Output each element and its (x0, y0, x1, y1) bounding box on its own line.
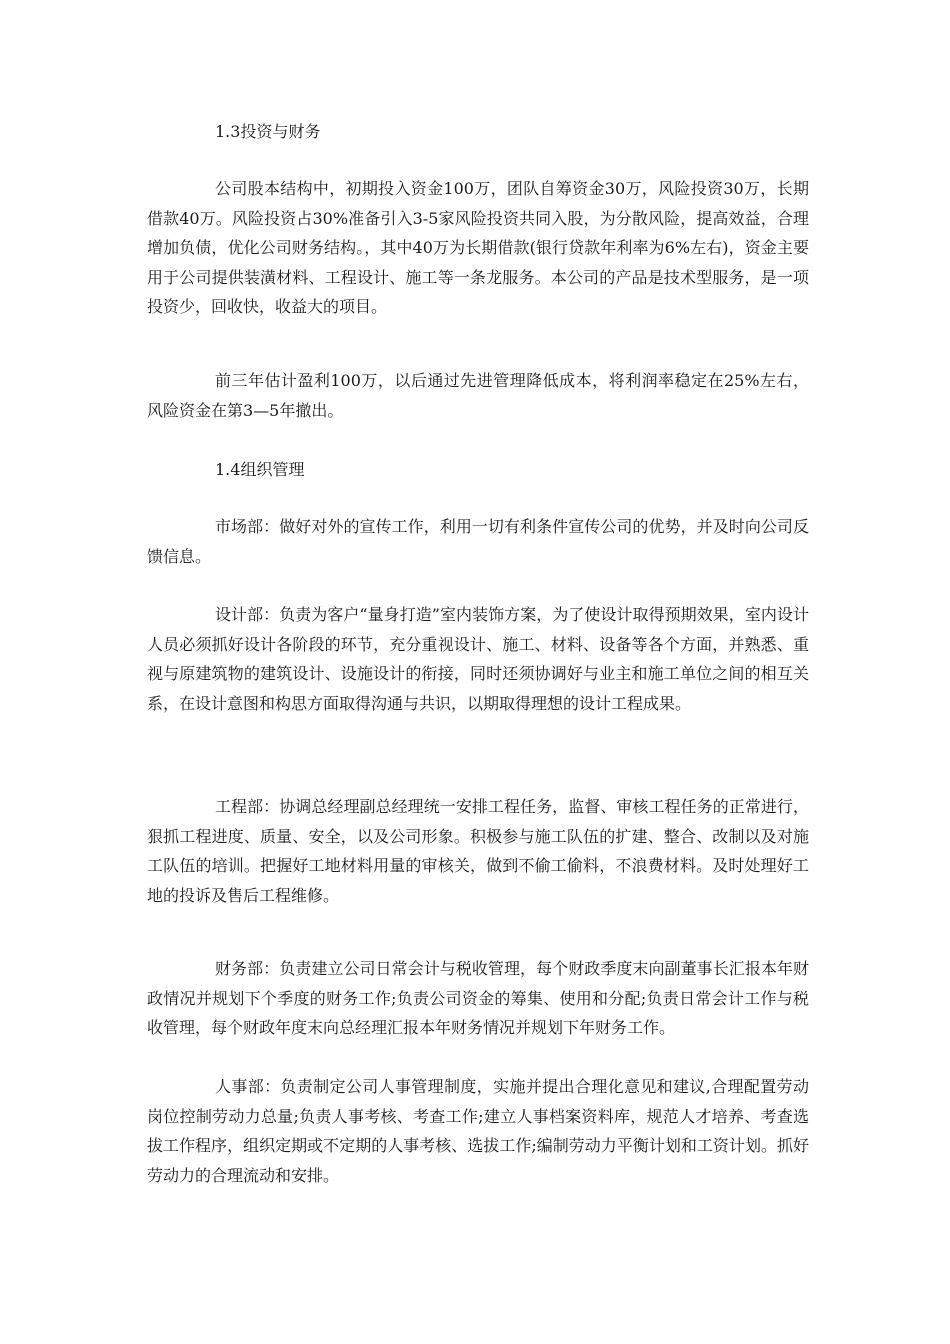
section-heading-investment-finance: 1.3投资与财务 (215, 122, 321, 141)
paragraph-equity-structure: 公司股本结构中，初期投入资金100万，团队自筹资金30万，风险投资30万，长期借款40万。风险投资占30%准备引入3-5家风险投资共同入股，为分散风险，提高效益，合理增加负债，优化公司财务结构。，其中40万为长期借款(银行贷款年利率为6%左右)，资金主要用于公司提供装潢材料、工程设计、施工等一条龙服务。本公司的产品是技术型服务，是一项投资少，回收快，收益大的项目。 (147, 179, 809, 316)
section-heading-organization: 1.4组织管理 (215, 460, 305, 479)
paragraph-hr-dept: 人事部：负责制定公司人事管理制度，实施并提出合理化意见和建议,合理配置劳动岗位控制劳动力总量;负责人事考核、考查工作;建立人事档案资料库，规范人才培养、考查选拔工作程序，组织定期或不定期的人事考核、选拔工作;编制劳动力平衡计划和工资计划。抓好劳动力的合理流动和安排。 (147, 1077, 809, 1185)
paragraph-finance-dept: 财务部：负责建立公司日常会计与税收管理，每个财政季度末向副董事长汇报本年财政情况并规划下个季度的财务工作;负责公司资金的筹集、使用和分配;负责日常会计工作与税收管理，每个财政年度末向总经理汇报本年财务情况并规划下年财务工作。 (147, 959, 809, 1037)
paragraph-design-dept: 设计部：负责为客户“量身打造”室内装饰方案，为了使设计取得预期效果，室内设计人员必须抓好设计各阶段的环节，充分重视设计、施工、材料、设备等各个方面，并熟悉、重视与原建筑物的建筑设计、设施设计的衔接，同时还须协调好与业主和施工单位之间的相互关系，在设计意图和构思方面取得沟通与共识，以期取得理想的设计工程成果。 (147, 605, 809, 713)
paragraph-engineering-dept: 工程部：协调总经理副总经理统一安排工程任务，监督、审核工程任务的正常进行，狠抓工程进度、质量、安全，以及公司形象。积极参与施工队伍的扩建、整合、改制以及对施工队伍的培训。把握好工地材料用量的审核关，做到不偷工偷料，不浪费材料。及时处理好工地的投诉及售后工程维修。 (147, 797, 809, 905)
paragraph-profit-forecast: 前三年估计盈利100万，以后通过先进管理降低成本，将利润率稳定在25%左右，风险资金在第3—5年撤出。 (147, 371, 809, 420)
paragraph-marketing-dept: 市场部：做好对外的宣传工作，利用一切有利条件宣传公司的优势，并及时向公司反馈信息。 (147, 517, 809, 566)
